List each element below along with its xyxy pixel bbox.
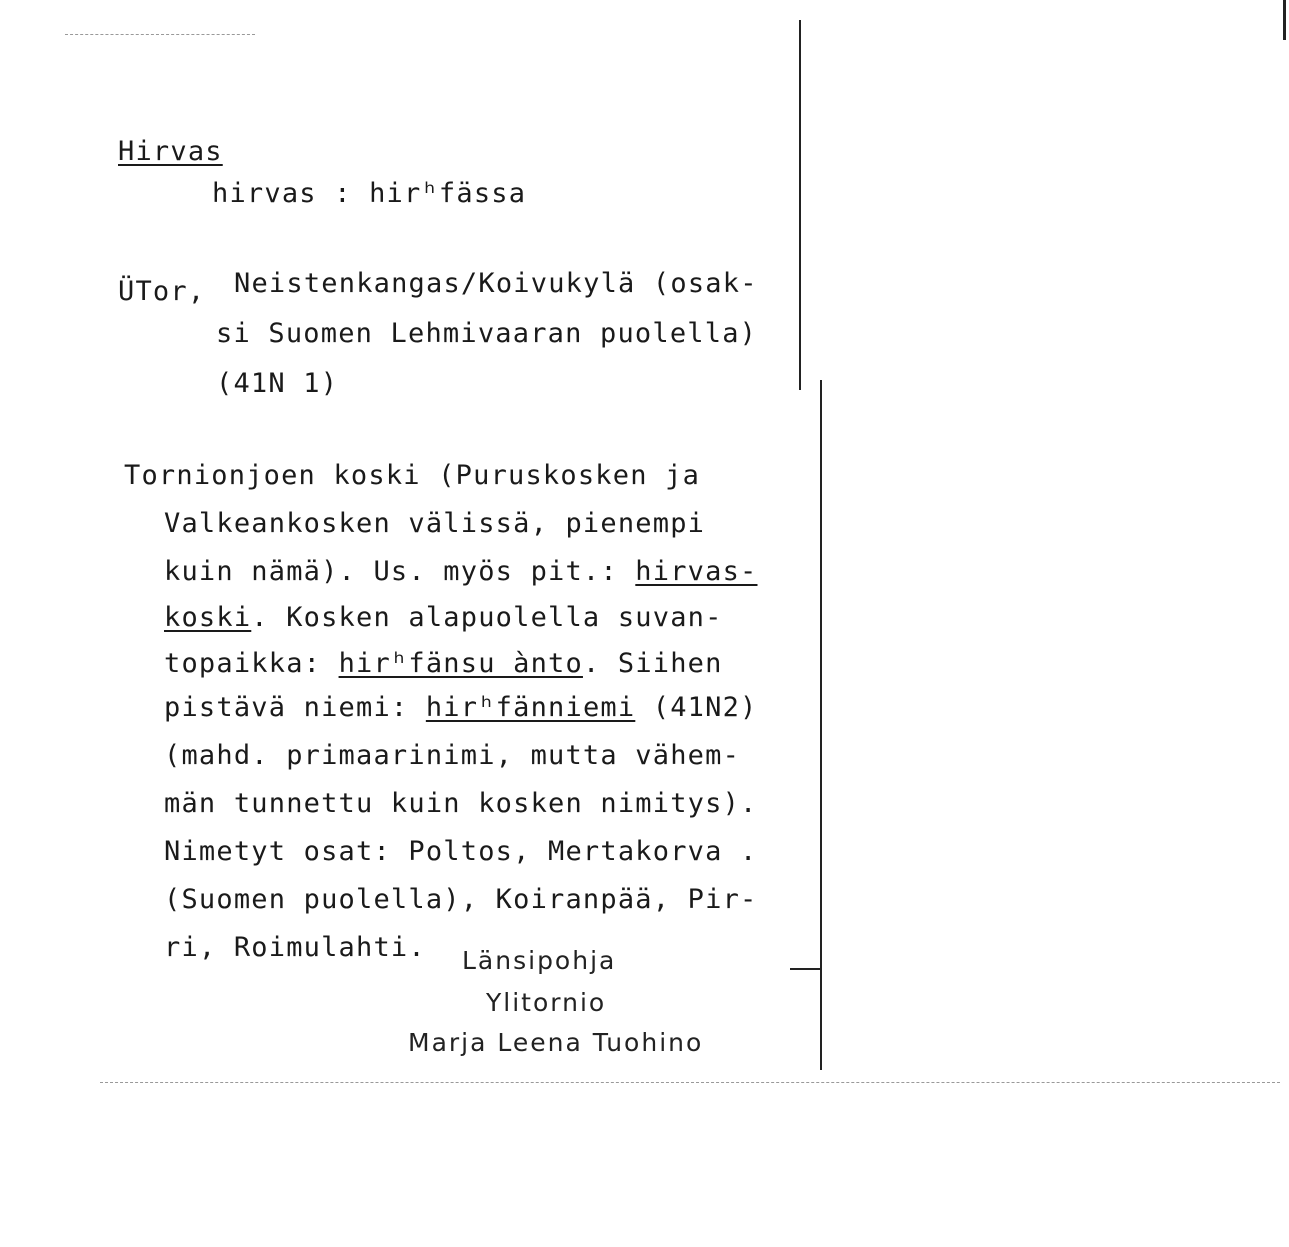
desc-line-1: Tornionjoen koski (Puruskosken ja [124,460,701,491]
desc-line-6 [164,692,758,724]
desc-line-7: (mahd. primaarinimi, mutta vähem- [164,740,741,771]
stamp-collector: Marja Leena Tuohino [408,1028,704,1057]
desc-line-5-text: topaikka: [164,648,339,679]
desc-line-9: Nimetyt osat: Poltos, Mertakorva . [164,836,758,867]
location-line-3: (41N 1) [216,368,339,399]
desc-line-5 [164,648,723,680]
top-edge-mark [65,34,255,35]
location-line-2: si Suomen Lehmivaaran puolella) [216,318,758,349]
headword: Hirvas [118,136,223,167]
desc-line-3 [164,556,758,588]
right-tick-mark [1283,0,1286,40]
right-margin-line [799,20,801,390]
desc-line-5-tail: . Siihen [582,648,723,679]
desc-line-2: Valkeankosken välissä, pienempi [164,508,706,539]
desc-line-4 [164,602,723,634]
bottom-edge-mark [100,1082,1280,1083]
desc-line-3-text: kuin nämä). Us. myös pit.: [164,556,636,587]
desc-line-10: (Suomen puolella), Koiranpää, Pir- [164,884,758,915]
location-line-1: Neistenkangas/Koivukylä (osak- [234,268,758,299]
right-margin-line-lower [820,380,822,1070]
desc-line-8: män tunnettu kuin kosken nimitys). [164,788,758,819]
place-name-hirvaskoski-2: koski [164,602,252,633]
desc-line-6-text: pistävä niemi: [164,692,426,723]
desc-line-4-text: . Kosken alapuolella suvan- [251,602,723,633]
desc-line-11: ri, Roimulahti. [164,932,426,963]
place-name-suvanto: hirʰfänsu ànto [338,648,583,679]
stamp-parish: Ylitornio [486,988,607,1017]
form-line: hirvas : hirʰfässa [212,178,527,209]
place-name-hirvaskoski-1: hirvas- [635,556,758,587]
place-name-niemi: hirʰfänniemi [425,692,636,723]
margin-dash [790,968,820,970]
stamp-region: Länsipohja [462,946,617,975]
desc-line-6-tail: (41N2) [635,692,758,723]
location-label: ÜTor, [118,276,206,307]
